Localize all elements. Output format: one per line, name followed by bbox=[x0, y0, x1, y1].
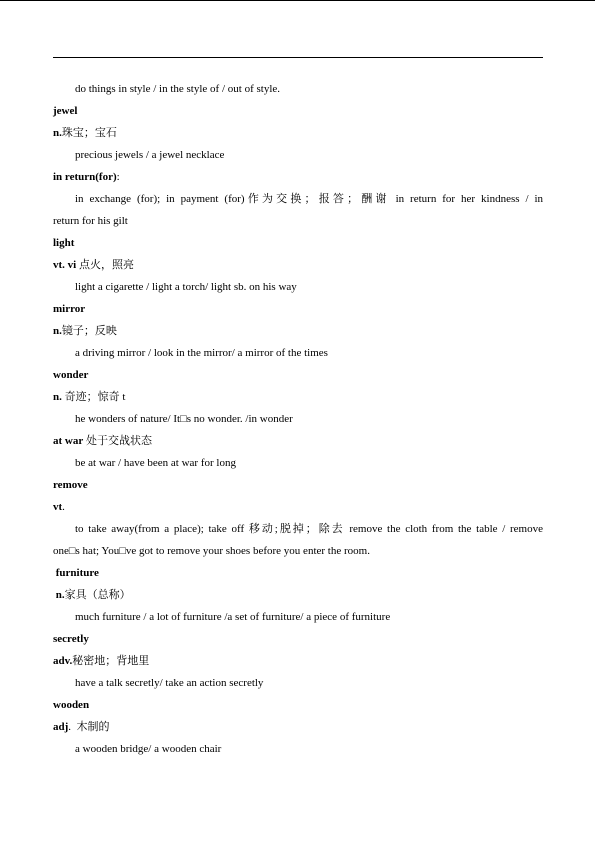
definition-line bbox=[53, 650, 543, 672]
definition-text: 秘密地；背地里 bbox=[72, 655, 150, 667]
definition-line bbox=[53, 320, 543, 342]
definition-line bbox=[53, 254, 543, 276]
definition-text: . 木制的 bbox=[68, 721, 110, 733]
headword: light bbox=[53, 237, 75, 249]
part-of-speech: n. bbox=[53, 391, 62, 403]
continuation-line: one□s hat; You□ve got to remove your shoes before you enter the room. bbox=[53, 545, 370, 557]
example-line: precious jewels / a jewel necklace bbox=[75, 149, 225, 161]
example-line: do things in style / in the style of / out of style. bbox=[75, 83, 281, 95]
example-line: much furniture / a lot of furniture /a set of furniture/ a piece of furniture bbox=[75, 611, 391, 623]
definition-line bbox=[53, 584, 543, 606]
example-line: a wooden bridge/ a wooden chair bbox=[75, 743, 222, 755]
headword: wonder bbox=[53, 369, 89, 381]
part-of-speech: vt. vi bbox=[53, 259, 77, 271]
example-line: he wonders of nature/ It□s no wonder. /in wonder bbox=[75, 413, 293, 425]
definition-text: 镜子；反映 bbox=[61, 325, 117, 337]
headword: at war bbox=[53, 435, 84, 447]
headword-suffix: : bbox=[116, 171, 120, 183]
headword: remove bbox=[53, 479, 88, 491]
part-of-speech: vt bbox=[53, 501, 63, 513]
headword: jewel bbox=[53, 105, 78, 117]
continuation-line: return for his gilt bbox=[53, 215, 128, 227]
part-of-speech: adv. bbox=[53, 655, 73, 667]
definition-text: 点火，照亮 bbox=[76, 259, 134, 271]
headword: in return(for) bbox=[53, 171, 117, 183]
example-line: a driving mirror / look in the mirror/ a mirror of the times bbox=[75, 347, 328, 359]
example-line: be at war / have been at war for long bbox=[75, 457, 236, 469]
example-line: to take away(from a place); take off 移动;脱掉；除去 remove the cloth from the table / remove bbox=[75, 523, 543, 535]
definition-line bbox=[53, 430, 543, 452]
header-rule bbox=[53, 57, 543, 58]
definition-text: 处于交战状态 bbox=[83, 435, 152, 447]
definition-text: 家具（总称） bbox=[64, 589, 131, 601]
example-line: have a talk secretly/ take an action secretly bbox=[75, 677, 264, 689]
part-of-speech: n. bbox=[53, 589, 65, 601]
definition-line bbox=[53, 496, 543, 518]
part-of-speech: adj bbox=[53, 721, 69, 733]
headword: secretly bbox=[53, 633, 89, 645]
headword: furniture bbox=[53, 567, 99, 579]
document-body bbox=[53, 78, 543, 760]
definition-text: 珠宝；宝石 bbox=[61, 127, 117, 139]
part-of-speech: n. bbox=[53, 325, 62, 337]
definition-line bbox=[53, 386, 543, 408]
definition-text: . bbox=[62, 501, 65, 513]
definition-text: 奇迹；惊奇 t bbox=[61, 391, 126, 403]
part-of-speech: n. bbox=[53, 127, 62, 139]
definition-line bbox=[53, 716, 543, 738]
headword: mirror bbox=[53, 303, 86, 315]
headword: wooden bbox=[53, 699, 90, 711]
page-top-border bbox=[0, 0, 595, 1]
headword-line bbox=[53, 166, 543, 188]
example-line: in exchange (for); in payment (for)作为交换；报答；酬谢 in return for her kindness / in bbox=[75, 193, 543, 205]
example-line: light a cigarette / light a torch/ light sb. on his way bbox=[75, 281, 297, 293]
definition-line bbox=[53, 122, 543, 144]
